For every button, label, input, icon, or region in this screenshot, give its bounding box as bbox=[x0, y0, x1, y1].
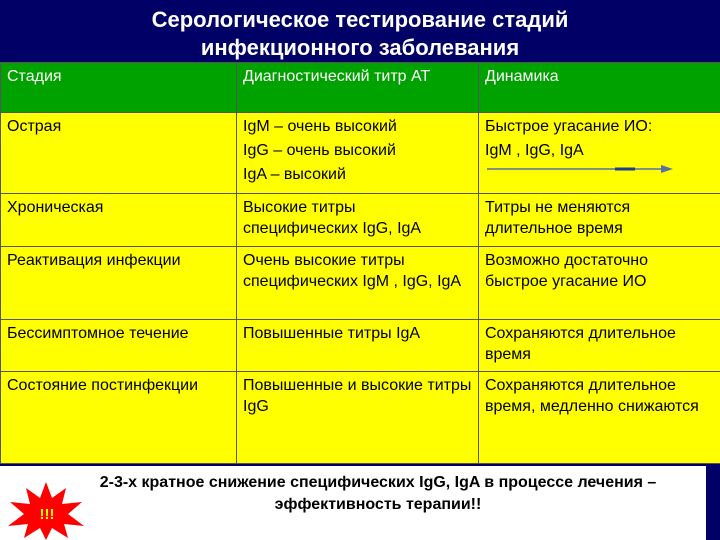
header-dynamics: Динамика bbox=[479, 63, 720, 113]
titer-cell: Повышенные титры IgA bbox=[237, 320, 479, 372]
table-row bbox=[1, 113, 720, 194]
dynamics-cell: Возможно достаточно быстрое угасание ИО bbox=[479, 247, 720, 320]
decline-arrow-icon bbox=[485, 163, 675, 175]
dynamics-cell: Сохраняются длительное время, медленно снижаются bbox=[479, 372, 720, 464]
titer-line: IgM – очень высокий bbox=[243, 118, 397, 135]
stage-cell: Хроническая bbox=[1, 194, 237, 247]
titer-line: IgG – очень высокий bbox=[243, 142, 396, 159]
titer-cell: Повышенные и высокие титры IgG bbox=[237, 372, 479, 464]
titer-cell bbox=[237, 113, 479, 194]
right-strip bbox=[706, 466, 720, 540]
dynamics-line: Быстрое угасание ИО: bbox=[485, 118, 653, 135]
starburst-label: !!! bbox=[39, 506, 55, 523]
titer-cell: Очень высокие титры специфических IgM , IgG, IgA bbox=[237, 247, 479, 320]
table-row bbox=[1, 372, 720, 464]
titer-cell: Высокие титры специфических IgG, IgA bbox=[237, 194, 479, 247]
serology-table bbox=[0, 62, 720, 464]
table-header-row bbox=[1, 63, 720, 113]
conclusion-box bbox=[0, 466, 706, 540]
titer-line: IgA – высокий bbox=[243, 166, 346, 183]
conclusion-text: 2-3-х кратное снижение специфических IgG, IgA в процессе лечения – эффективность терапии!! bbox=[99, 474, 657, 513]
header-titer: Диагностический титр АТ bbox=[237, 63, 479, 113]
table-row bbox=[1, 194, 720, 247]
stage-cell: Бессимптомное течение bbox=[1, 320, 237, 372]
slide-title: Серологическое тестирование стадий инфекционного заболевания bbox=[151, 7, 569, 60]
dynamics-cell bbox=[479, 113, 720, 194]
header-stage: Стадия bbox=[1, 63, 237, 113]
table-row bbox=[1, 320, 720, 372]
stage-cell: Реактивация инфекции bbox=[1, 247, 237, 320]
dynamics-cell: Сохраняются длительное время bbox=[479, 320, 720, 372]
table-row bbox=[1, 247, 720, 320]
stage-cell: Острая bbox=[1, 113, 237, 194]
stage-cell: Состояние постинфекции bbox=[1, 372, 237, 464]
dynamics-cell: Титры не меняются длительное время bbox=[479, 194, 720, 247]
dynamics-line: IgM , IgG, IgA bbox=[485, 142, 584, 159]
